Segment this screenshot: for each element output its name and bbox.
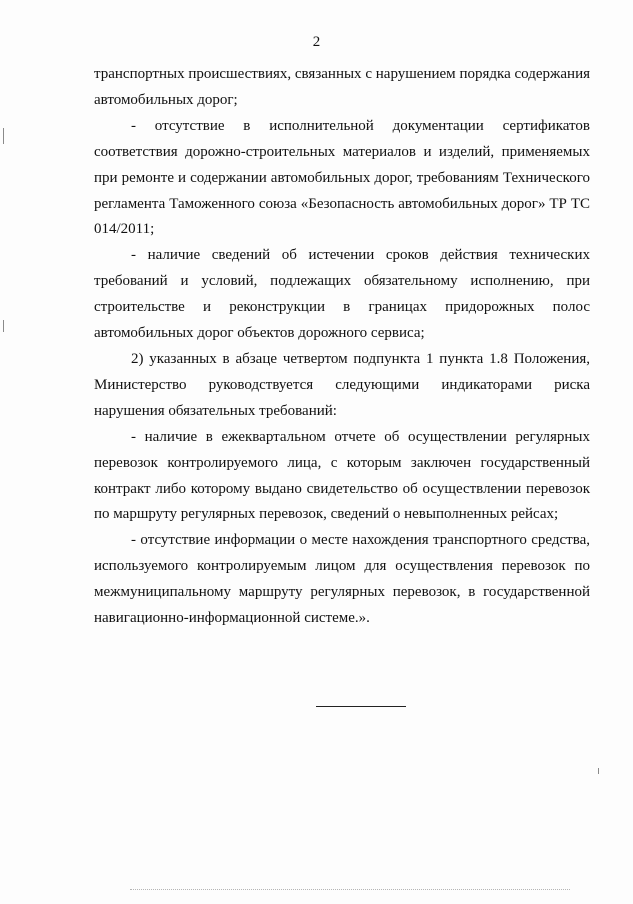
paragraph-clause-2: 2) указанных в абзаце четвертом подпункта 1 пункта 1.8 Положения, Министерство руководствуется следующими индикаторами риска нарушения обязательных требований:: [94, 350, 590, 419]
paragraph-certificates: - отсутствие в исполнительной документации сертификатов соответствия дорожно-строительных материалов и изделий, применяемых при ремонте и содержании автомобильных дорог, требованиям Технического регламента Таможенного союза «Безопасность автомобильных дорог» ТР ТС 014/2011;: [94, 117, 590, 238]
page-number: 2: [312, 34, 321, 50]
scan-edge-mark: [3, 320, 4, 332]
paragraph-navigation-system: - отсутствие информации о месте нахождения транспортного средства, используемого контролируемым лицом для осуществления перевозок по межмуниципальному маршруту регулярных перевозок, в государственной навигационно-информационной системе.».: [94, 532, 590, 627]
scan-bottom-noise: [130, 889, 570, 890]
end-of-text-rule: [316, 706, 406, 707]
paragraph-continuation: транспортных происшествиях, связанных с нарушением порядка содержания автомобильных дорог;: [94, 66, 590, 108]
document-body: [94, 62, 590, 632]
scan-edge-mark: [598, 768, 599, 774]
paragraph-quarterly-report: - наличие в ежеквартальном отчете об осуществлении регулярных перевозок контролируемого лица, с которым заключен государственный контракт либо которому выдано свидетельство об осуществлении перевозок по маршруту регулярных перевозок, сведений о невыполненных рейсах;: [94, 428, 590, 523]
paragraph-technical-requirements: - наличие сведений об истечении сроков действия технических требований и условий, подлежащих обязательному исполнению, при строительстве и реконструкции в границах придорожных полос автомобильных дорог объектов дорожного сервиса;: [94, 247, 590, 342]
scan-edge-mark: [3, 128, 4, 144]
